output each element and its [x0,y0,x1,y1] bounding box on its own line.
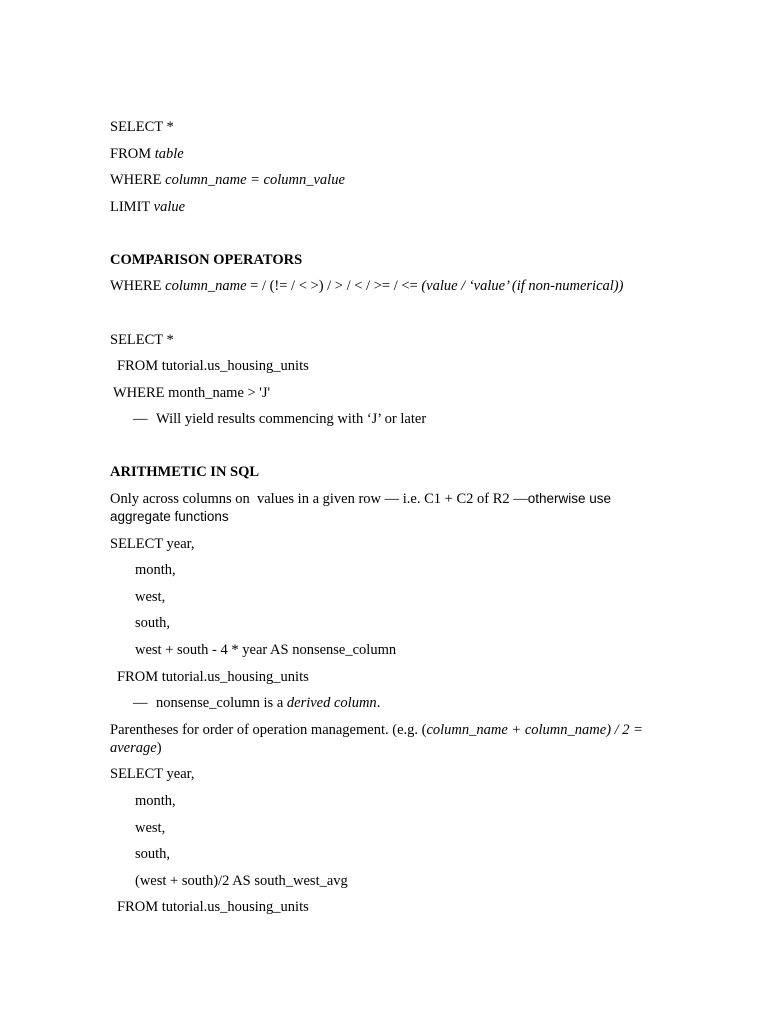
from-value: table [154,145,184,162]
arithmetic-col-month: month, [135,562,176,579]
example2-col-south: south, [135,846,171,863]
arithmetic-heading: ARITHMETIC IN SQL [110,464,260,481]
arithmetic-note [110,694,650,712]
example1-note-text: Will yield results commencing with ‘J’ or later [156,411,427,428]
arithmetic-desc-serif: Only across columns on values in a given row — i.e. C1 + C2 of R2 — [110,491,528,508]
parentheses-italic: column_name + column_name) / 2 = average [110,721,647,756]
document-body [110,118,650,925]
example2-col-month: month, [135,792,176,809]
parentheses-end: ) [156,739,162,756]
dash-bullet: — [133,411,148,428]
arithmetic-desc-sans-2: aggregate functions [110,509,229,525]
parentheses-description [110,721,650,757]
example2-from: FROM tutorial.us_housing_units [117,899,309,916]
arithmetic-from: FROM tutorial.us_housing_units [117,668,309,685]
from-line [110,145,650,163]
limit-value: value [153,198,186,215]
example1-where: WHERE month_name > 'J' [113,384,271,401]
example2-select: SELECT year, [110,766,195,783]
arithmetic-col-west: west, [135,588,166,605]
arithmetic-desc-sans: otherwise use [527,491,612,507]
parentheses-plain: Parentheses for order of operation management. (e.g. ( [110,721,427,738]
where-keyword: WHERE [110,172,166,189]
example2-col-expression: (west + south)/2 AS south_west_avg [135,872,348,889]
spacer [110,437,650,464]
arithmetic-select: SELECT year, [110,535,195,552]
dash-bullet: — [133,695,148,712]
comparison-heading: COMPARISON OPERATORS [110,251,303,268]
arithmetic-col-expression: west + south - 4 * year AS nonsense_column [135,642,397,658]
spacer [110,224,650,251]
arithmetic-note-plain: nonsense_column is a [156,695,287,712]
arithmetic-col-south: south, [135,615,171,632]
example2-col-west: west, [135,819,166,836]
arithmetic-note-italic: derived column [286,695,377,712]
comparison-column: column_name [165,278,247,295]
example1-note [110,410,650,428]
arithmetic-note-end: . [376,695,381,712]
where-line [110,171,650,189]
example1-from: FROM tutorial.us_housing_units [117,358,309,375]
comparison-where-keyword: WHERE [110,278,166,295]
select-line: SELECT * [110,119,174,135]
where-value: column_name = column_value [165,172,345,189]
spacer [110,304,650,331]
limit-line [110,198,650,216]
example1-select: SELECT * [110,331,174,348]
limit-keyword: LIMIT [110,198,154,215]
comparison-line [110,277,650,295]
arithmetic-description [110,490,650,526]
comparison-operators: = / (!= / < >) / > / < / >= / <= [246,278,422,295]
from-keyword: FROM [110,145,155,162]
comparison-value-note: (value / ‘value’ (if non-numerical)) [421,278,624,295]
